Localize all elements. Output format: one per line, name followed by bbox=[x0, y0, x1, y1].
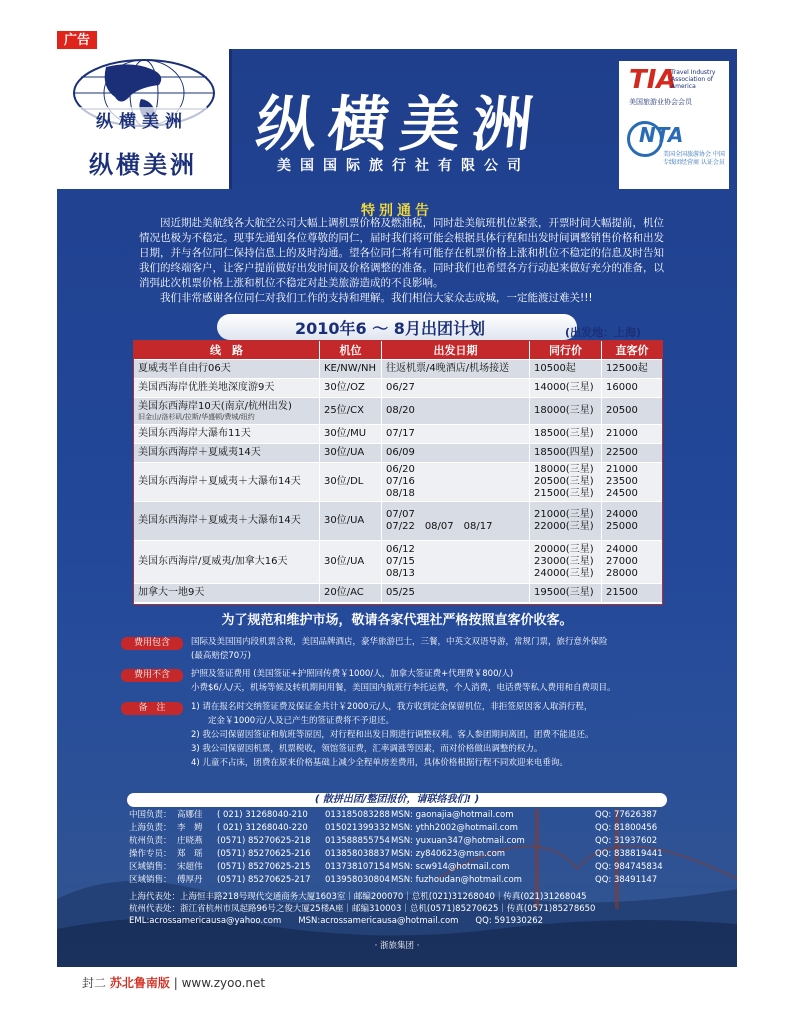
office-addresses bbox=[129, 891, 729, 927]
plan-title: 2010年6 ～ 8月出团计划 bbox=[295, 319, 485, 338]
table-row bbox=[134, 463, 662, 501]
logo-panel bbox=[57, 49, 232, 189]
cell-line: 05/25 bbox=[386, 587, 415, 598]
table-row bbox=[134, 398, 662, 424]
contact-mobile: 013588855754 bbox=[325, 836, 390, 846]
cell-line: 30位/OZ bbox=[324, 382, 365, 393]
contact-mobile: 013185083288 bbox=[325, 810, 390, 820]
table-row bbox=[134, 444, 662, 462]
contact-qq: QQ: 77626387 bbox=[595, 810, 658, 820]
table-header-cell: 线 路 bbox=[134, 341, 320, 359]
fee-included-text bbox=[191, 635, 675, 663]
table-header-cell: 直客价 bbox=[615, 344, 649, 357]
cell-line: 美国东西海岸＋夏威夷14天 bbox=[138, 447, 261, 458]
contact-list bbox=[129, 809, 729, 887]
contact-msn[interactable]: MSN: gaonajia@hotmail.com bbox=[391, 810, 514, 820]
cell-line: 30位/DL bbox=[324, 476, 364, 487]
contact-row bbox=[129, 848, 729, 861]
cell-line: 07/16 bbox=[386, 476, 415, 487]
contact-row bbox=[129, 822, 729, 835]
table-cell-seat bbox=[320, 398, 382, 424]
plan-origin: (出发地：上海) bbox=[565, 326, 642, 339]
cell-line: 06/09 bbox=[386, 447, 415, 458]
contact-msn[interactable]: MSN: fuzhoudan@hotmail.com bbox=[391, 875, 522, 885]
cell-line: 美国东西海岸大瀑布11天 bbox=[138, 428, 251, 439]
table-cell-route bbox=[134, 398, 320, 424]
footer-publication: 苏北鲁南版 bbox=[109, 976, 170, 990]
cell-line: 23000(三星) bbox=[534, 556, 594, 567]
table-cell-direct bbox=[602, 444, 662, 462]
contact-qq: QQ: 81800456 bbox=[595, 823, 658, 833]
contact-name: 傅厚丹 bbox=[177, 875, 203, 885]
table-row bbox=[134, 541, 662, 583]
cell-line: 08/13 bbox=[386, 568, 415, 579]
table-cell-route bbox=[134, 360, 320, 378]
note-line: 1) 请在报名时交纳签证费及保证金共计￥2000元/人，我方收到定金保留机位，非拒签原因客人取消行程， bbox=[191, 702, 593, 712]
cell-line: 30位/UA bbox=[324, 515, 365, 526]
note-line: 2) 我公司保留因签证和航班等原因，对行程和出发日期进行调整权利。客人参团期间离团，团费不能退还。 bbox=[191, 730, 594, 740]
table-cell-route bbox=[134, 502, 320, 540]
cell-line: 06/20 bbox=[386, 464, 415, 475]
contact-qq: QQ: 838819441 bbox=[595, 849, 663, 859]
table-cell-peer bbox=[530, 444, 602, 462]
contact-phone[interactable]: (0571) 85270625-218 bbox=[217, 836, 311, 846]
table-cell-dates bbox=[382, 584, 530, 602]
contact-mobile: 013858038837 bbox=[325, 849, 390, 859]
table-header-cell: 同行价 bbox=[530, 341, 602, 359]
cell-line: 25000 bbox=[606, 521, 638, 532]
cell-line: 08/18 bbox=[386, 488, 415, 499]
table-header-row bbox=[134, 341, 662, 359]
logo-small-text: 纵横美洲 bbox=[77, 107, 207, 132]
notice-body bbox=[139, 216, 665, 306]
cell-line: 27000 bbox=[606, 556, 638, 567]
footer-site-link[interactable]: www.zyoo.net bbox=[181, 976, 266, 990]
address-line: 杭州代表处：浙江省杭州市凤起路96号之俊大厦25楼A座｜邮编310003｜总机(0571)85270625｜传真(0571)85278650 bbox=[129, 904, 596, 914]
contact-role: 区域销售： bbox=[129, 875, 172, 885]
table-cell-peer bbox=[530, 584, 602, 602]
table-cell-seat bbox=[320, 584, 382, 602]
fee-excluded-text bbox=[191, 667, 675, 695]
table-header-cell: 机位 bbox=[320, 341, 382, 359]
cell-line: 20000(三星) bbox=[534, 544, 594, 555]
contact-phone[interactable]: (0571) 85270625-215 bbox=[217, 862, 311, 872]
cell-line: 14000(三星) bbox=[534, 382, 594, 393]
table-cell-seat bbox=[320, 379, 382, 397]
brand-title: 纵横美洲 bbox=[252, 90, 549, 160]
cell-line: 07/07 bbox=[386, 509, 415, 520]
table-cell-route bbox=[134, 379, 320, 397]
notice-paragraph: 我们非常感谢各位同仁对我们工作的支持和理解。我们相信大家众志成城，一定能渡过难关!!! bbox=[160, 292, 593, 304]
table-cell-route bbox=[134, 425, 320, 443]
table-cell-peer bbox=[530, 502, 602, 540]
contact-role: 区域销售： bbox=[129, 862, 172, 872]
cell-line: 08/20 bbox=[386, 405, 415, 416]
table-row bbox=[134, 379, 662, 397]
table-row bbox=[134, 502, 662, 540]
table-cell-peer bbox=[530, 541, 602, 583]
table-cell-route bbox=[134, 444, 320, 462]
address-line: 上海代表处：上海恒丰路218号现代交通商务大厦1603室｜邮编200070｜总机(021)31268040｜传真(021)31268045 bbox=[129, 892, 587, 902]
table-cell-seat bbox=[320, 541, 382, 583]
contact-row bbox=[129, 861, 729, 874]
contact-mobile: 013738107154 bbox=[325, 862, 390, 872]
contact-name: 宋超伟 bbox=[177, 862, 203, 872]
contact-phone[interactable]: (0571) 85270625-217 bbox=[217, 875, 311, 885]
cell-line: 30位/UA bbox=[324, 447, 365, 458]
note-line: 定金￥1000元/人及已产生的签证费将不予退还。 bbox=[191, 716, 394, 726]
cell-line: 06/27 bbox=[386, 382, 415, 393]
cell-line: 10500起 bbox=[534, 363, 576, 374]
contact-name: 郑 瑶 bbox=[177, 849, 203, 859]
fee-excluded-tag: 费用不含 bbox=[121, 669, 183, 682]
contact-row bbox=[129, 874, 729, 887]
contact-msn[interactable]: MSN: zy840623@msn.com bbox=[391, 849, 506, 859]
table-cell-route bbox=[134, 463, 320, 501]
address-line: EML:acrossamericausa@yahoo.com MSN:acrossamericausa@hotmail.com QQ: 591930262 bbox=[129, 916, 544, 926]
contact-qq: QQ: 984745834 bbox=[595, 862, 663, 872]
cell-line: 30位/UA bbox=[324, 556, 365, 567]
cell-line: 夏威夷半自由行06天 bbox=[138, 363, 231, 374]
table-cell-peer bbox=[530, 398, 602, 424]
logo-big-text: 纵横美洲 bbox=[89, 150, 197, 179]
cell-line: 20位/AC bbox=[324, 587, 364, 598]
cell-line: 23500 bbox=[606, 476, 638, 487]
table-cell-peer bbox=[530, 425, 602, 443]
table-cell-direct bbox=[602, 502, 662, 540]
cell-line: 25位/CX bbox=[324, 405, 364, 416]
table-cell-direct bbox=[602, 425, 662, 443]
cell-line: 16000 bbox=[606, 382, 638, 393]
cell-line: 21500(三星) bbox=[534, 488, 594, 499]
route-subtitle: 旧金山/洛杉矶/拉斯/华盛顿/费城/纽约 bbox=[138, 412, 255, 421]
table-cell-seat bbox=[320, 425, 382, 443]
table-header-cell: 出发日期 bbox=[382, 341, 530, 359]
contact-mobile: 015021399332 bbox=[325, 823, 390, 833]
contact-msn[interactable]: MSN: yuxuan347@hotmail.com bbox=[391, 836, 525, 846]
contact-role: 杭州负责： bbox=[129, 836, 172, 846]
contact-phone[interactable]: ( 021) 31268040-210 bbox=[217, 810, 308, 820]
table-cell-peer bbox=[530, 360, 602, 378]
cell-line: 24500 bbox=[606, 488, 638, 499]
cell-line: 07/15 bbox=[386, 556, 415, 567]
tia-logo: TIA bbox=[629, 65, 677, 95]
table-cell-route bbox=[134, 541, 320, 583]
nta-logo: NTA bbox=[639, 123, 684, 147]
table-cell-direct bbox=[602, 379, 662, 397]
table-row bbox=[134, 425, 662, 443]
cell-line: 06/12 bbox=[386, 544, 415, 555]
cell-line: 加拿大一地9天 bbox=[138, 587, 205, 598]
cell-line: 20500(三星) bbox=[534, 476, 594, 487]
table-cell-dates bbox=[382, 444, 530, 462]
table-cell-direct bbox=[602, 360, 662, 378]
table-cell-dates bbox=[382, 425, 530, 443]
cell-line: 07/22 08/07 08/17 bbox=[386, 521, 493, 532]
fee-line: (最高赔偿70万) bbox=[191, 651, 251, 661]
notes-tag: 备 注 bbox=[121, 702, 183, 715]
cell-line: 21000 bbox=[606, 428, 638, 439]
cell-line: 24000 bbox=[606, 509, 638, 520]
contact-role: 上海负责： bbox=[129, 823, 172, 833]
contact-name: 高娜佳 bbox=[177, 810, 203, 820]
table-cell-direct bbox=[602, 584, 662, 602]
cell-line: 美国东西海岸＋夏威夷＋大瀑布14天 bbox=[138, 515, 301, 526]
table-row bbox=[134, 584, 662, 602]
table-cell-direct bbox=[602, 541, 662, 583]
footer-page-label: 封二 bbox=[82, 976, 107, 990]
cell-line: 24000(三星) bbox=[534, 568, 594, 579]
notice-title: 特别通告 bbox=[361, 203, 433, 219]
cell-line: 18500(三星) bbox=[534, 428, 594, 439]
advertisement-page bbox=[57, 49, 737, 967]
fee-included-tag: 费用包含 bbox=[121, 637, 183, 650]
cell-line: 20500 bbox=[606, 405, 638, 416]
cell-line: 美国东西海岸＋夏威夷＋大瀑布14天 bbox=[138, 476, 301, 487]
contact-role: 中国负责： bbox=[129, 810, 172, 820]
contact-phone[interactable]: (0571) 85270625-216 bbox=[217, 849, 311, 859]
cell-line: 21000 bbox=[606, 464, 638, 475]
contact-msn[interactable]: MSN: ythh2002@hotmail.com bbox=[391, 823, 518, 833]
table-cell-direct bbox=[602, 463, 662, 501]
cell-line: 30位/MU bbox=[324, 428, 367, 439]
contact-row bbox=[129, 809, 729, 822]
contact-qq: QQ: 31937602 bbox=[595, 836, 658, 846]
cell-line: 美国东西海岸10天(南京/杭州出发) bbox=[138, 400, 292, 412]
page-footer bbox=[82, 974, 265, 991]
table-row bbox=[134, 360, 662, 378]
contact-mobile: 013958030804 bbox=[325, 875, 390, 885]
contact-row bbox=[129, 835, 729, 848]
contact-qq: QQ: 38491147 bbox=[595, 875, 658, 885]
tour-plan-table bbox=[133, 340, 663, 605]
cell-line: 22000(三星) bbox=[534, 521, 594, 532]
notice-paragraph: 因近期赴美航线各大航空公司大幅上调机票价格及燃油税，同时赴美航班机位紧张，开票时间大幅提前，机位情况也极为不稳定。现事先通知各位尊敬的同仁，届时我们将可能会根据具体行程和出发时间调整销售价格和出发日期，并与各位同仁保持信息上的及时沟通。望各位同仁将有可能存在机票价格上涨和机位不稳定的信息及时告知我们的终端客户，让客户提前做好出发时间及价格调整的准备。同时我们也希望各方行动起来做好充分的准备，以消弭此次机票价格上涨和机位不稳定对赴美旅游造成的不良影响。 bbox=[139, 217, 664, 289]
company-name: 美国国际旅行社有限公司 bbox=[277, 158, 530, 174]
table-cell-peer bbox=[530, 379, 602, 397]
table-cell-dates bbox=[382, 360, 530, 378]
cell-line: 美国东西海岸/夏威夷/加拿大16天 bbox=[138, 556, 288, 567]
cell-line: 18500(四星) bbox=[534, 447, 594, 458]
ad-tag: 广告 bbox=[57, 31, 97, 51]
table-cell-seat bbox=[320, 444, 382, 462]
table-cell-dates bbox=[382, 541, 530, 583]
cell-line: 28000 bbox=[606, 568, 638, 579]
contact-title: ( 散拼出团/整团报价，请联络我们! ) bbox=[127, 793, 667, 807]
tia-chinese-label: 美国旅游业协会会员 bbox=[629, 98, 692, 106]
association-logos bbox=[619, 61, 729, 189]
note-line: 4) 儿童不占床，团费在原来价格基础上减少全程单房差费用，具体价格根据行程不同欢迎来电垂询。 bbox=[191, 758, 568, 768]
table-cell-seat bbox=[320, 463, 382, 501]
table-cell-route bbox=[134, 584, 320, 602]
cell-line: 21500 bbox=[606, 587, 638, 598]
fee-line: 国际及美国国内段机票含税，美国品牌酒店，豪华旅游巴士，三餐，中英文双语导游，常规门票，旅行意外保险 bbox=[191, 637, 608, 647]
table-cell-dates bbox=[382, 379, 530, 397]
table-cell-dates bbox=[382, 502, 530, 540]
contact-role: 操作专员： bbox=[129, 849, 172, 859]
table-cell-seat bbox=[320, 502, 382, 540]
table-cell-dates bbox=[382, 463, 530, 501]
agents-notice: 为了规范和维护市场，敬请各家代理社严格按照直客价收客。 bbox=[221, 613, 573, 628]
group-name: · 浙旅集团 · bbox=[374, 941, 420, 951]
contact-msn[interactable]: MSN: scw914@hotmail.com bbox=[391, 862, 510, 872]
cell-line: 18000(三星) bbox=[534, 405, 594, 416]
cell-line: 24000 bbox=[606, 544, 638, 555]
note-line: 3) 我公司保留因机票，机票税收，领馆签证费，汇率调涨等因素，而对价格做出调整的权力。 bbox=[191, 744, 543, 754]
cell-line: 12500起 bbox=[606, 363, 648, 374]
nta-subtitle: 美国全国旅游协会 中国专线团经营商 认证会员 bbox=[663, 151, 725, 166]
cell-line: 18000(三星) bbox=[534, 464, 594, 475]
table-cell-seat bbox=[320, 360, 382, 378]
contact-name: 李 娉 bbox=[177, 823, 203, 833]
table-cell-peer bbox=[530, 463, 602, 501]
fee-line: 小费$6/人/天，机场等候及转机期间用餐，美国国内航班行李托运费，个人消费，电话费等私人费用和自费项目。 bbox=[191, 683, 616, 693]
contact-phone[interactable]: ( 021) 31268040-220 bbox=[217, 823, 308, 833]
cell-line: 07/17 bbox=[386, 428, 415, 439]
cell-line: 美国西海岸优胜美地深度游9天 bbox=[138, 382, 275, 393]
cell-line: 19500(三星) bbox=[534, 587, 594, 598]
cell-line: 22500 bbox=[606, 447, 638, 458]
cell-line: KE/NW/NH bbox=[324, 363, 376, 374]
cell-line: 往返机票/4晚酒店/机场接送 bbox=[386, 363, 510, 374]
contact-name: 庄晓燕 bbox=[177, 836, 203, 846]
tia-subtitle: Travel Industry Association of America bbox=[671, 69, 716, 90]
footer-separator: | bbox=[173, 976, 178, 990]
table-cell-dates bbox=[382, 398, 530, 424]
cell-line: 21000(三星) bbox=[534, 509, 594, 520]
fee-line: 护照及签证费用 (美国签证+护照回传费￥1000/人，加拿大签证费+代理费￥800/人) bbox=[191, 669, 514, 679]
table-cell-direct bbox=[602, 398, 662, 424]
